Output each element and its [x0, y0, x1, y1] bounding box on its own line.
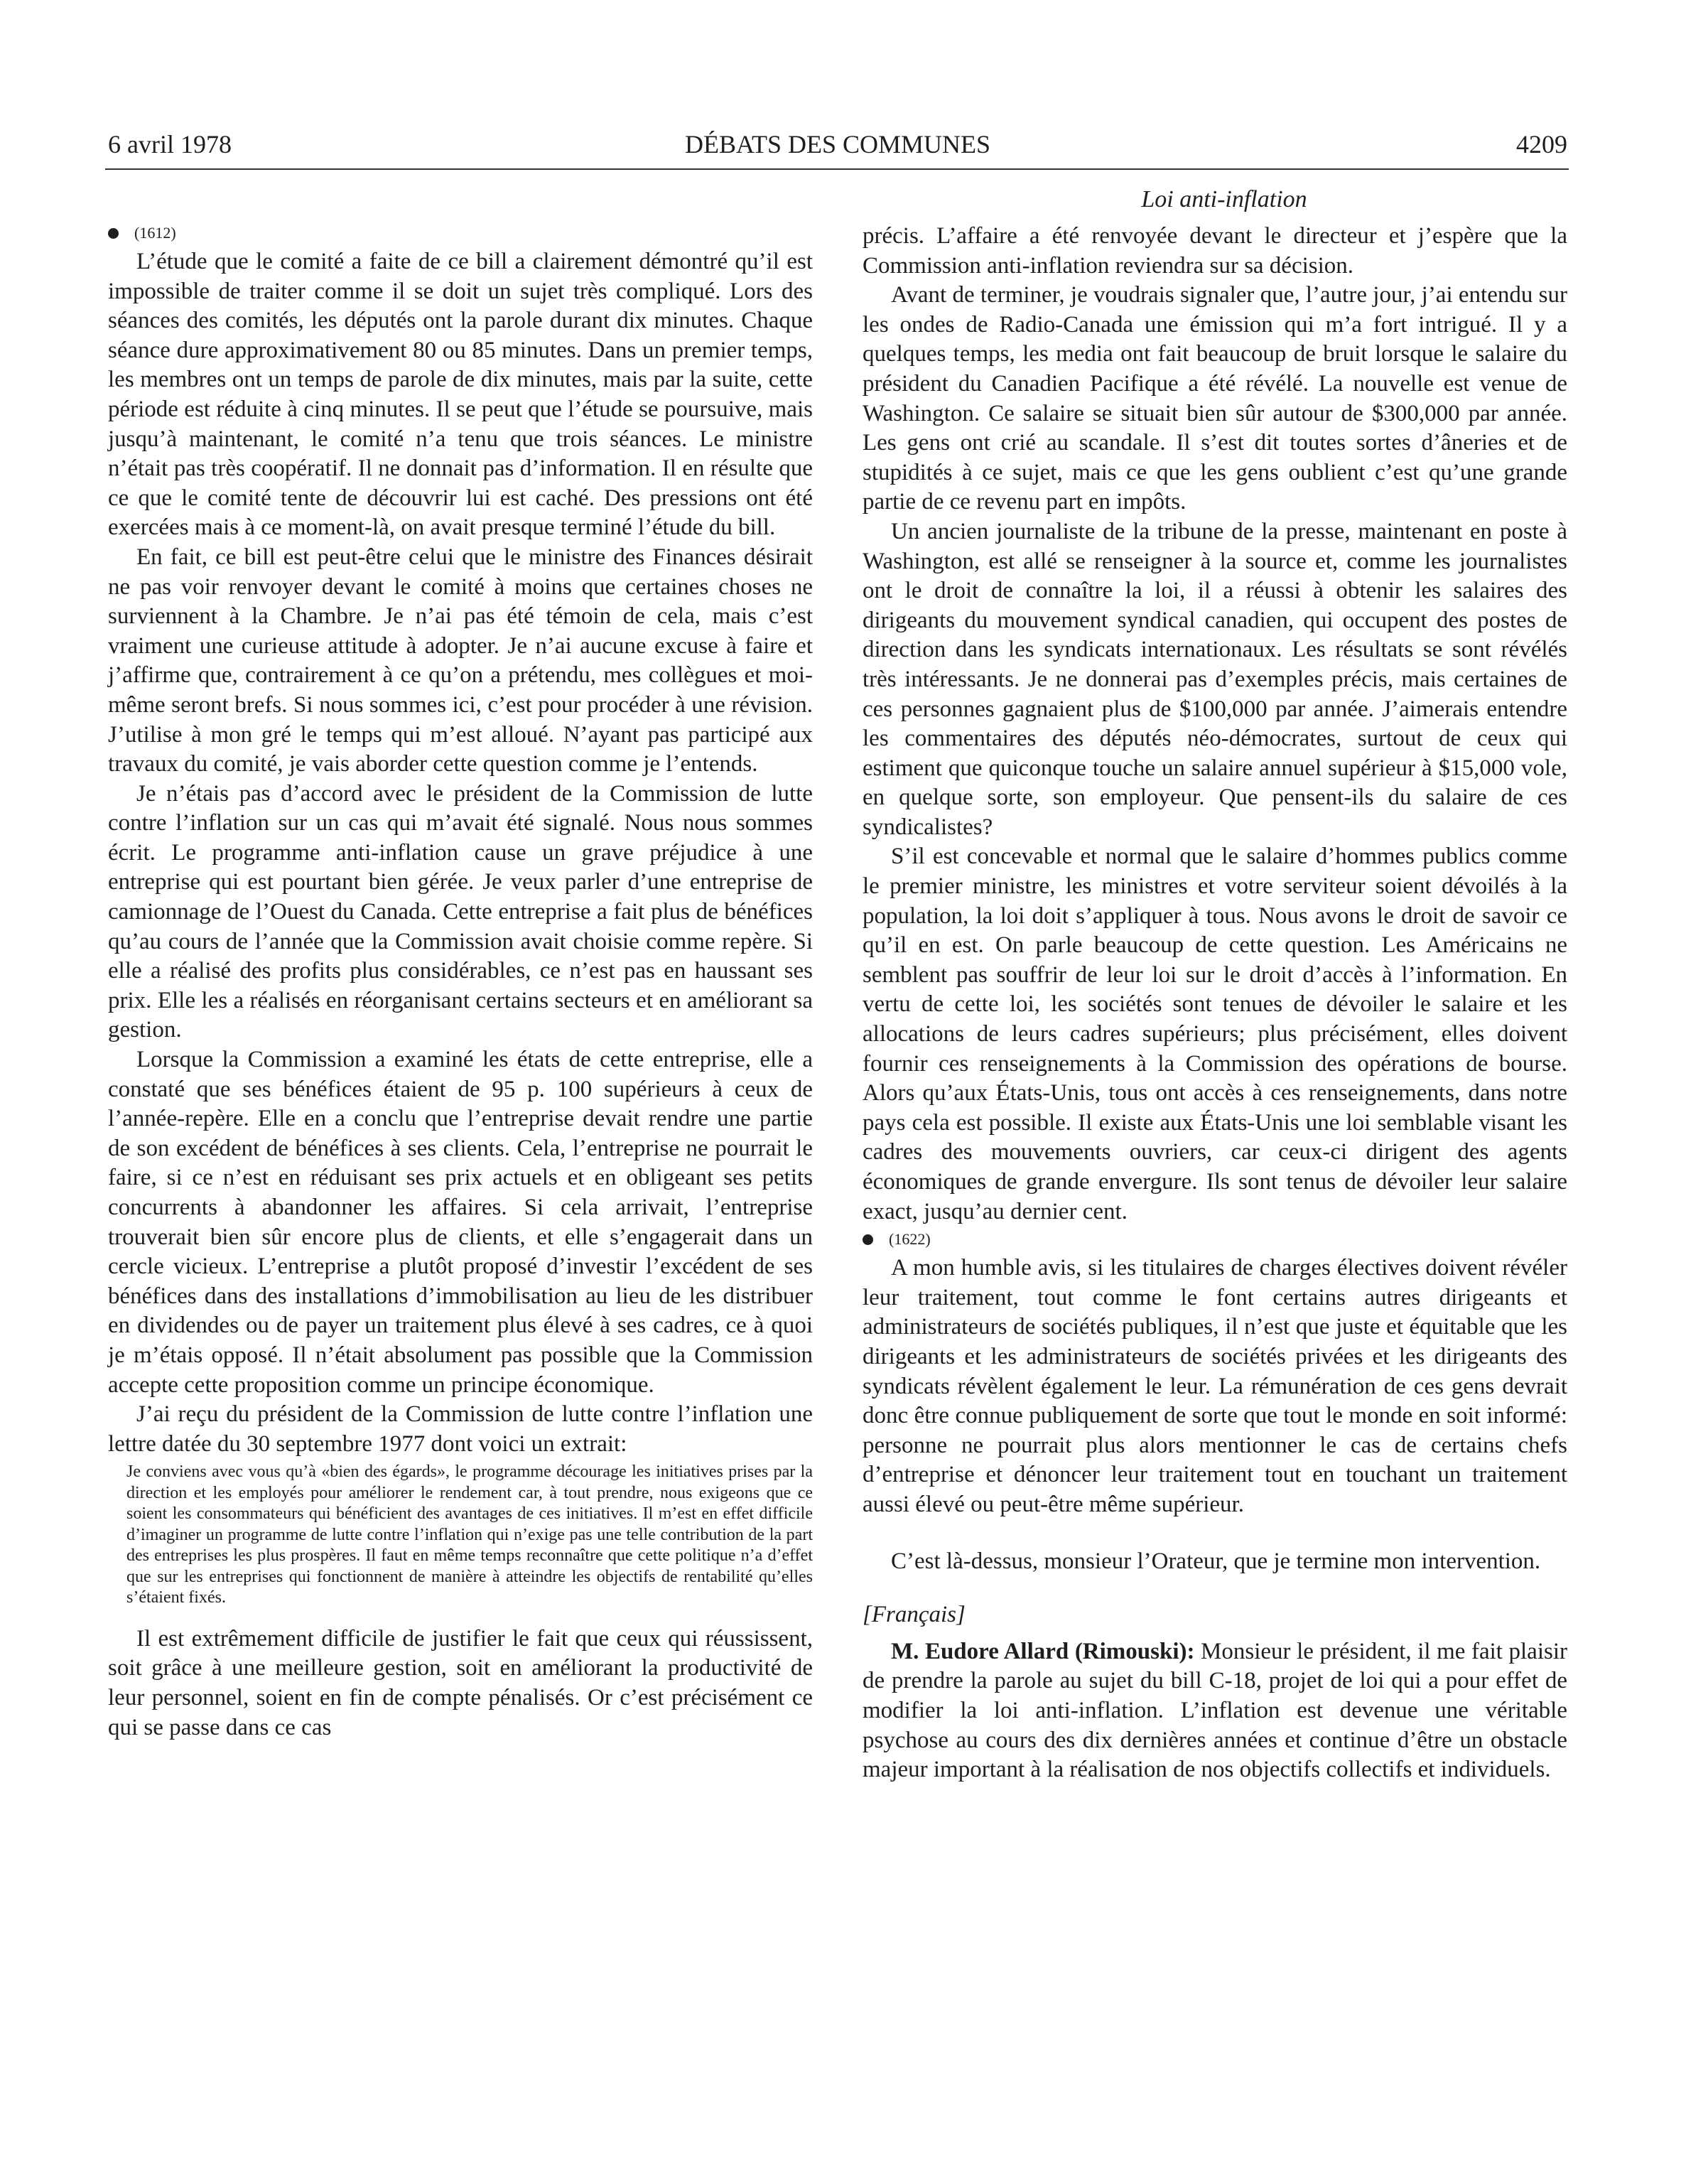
speaker-name: M. Eudore Allard (Rimouski):: [891, 1638, 1195, 1664]
page-header: [108, 129, 1567, 169]
header-date: 6 avril 1978: [108, 130, 232, 158]
time-marker: [108, 220, 813, 246]
paragraph: Un ancien journaliste de la tribune de la presse, maintenant en poste à Washington, est allé se renseigner à la source et, comme les journalistes ont le droit de connaître la loi, il a réussi à obtenir les salaires des dirigeants du mouvement syndical canadien, qui occupent des postes de direction dans les syndicats internationaux. Les résultats se sont révélés très intéressants. Je ne donnerai pas d’exemples précis, mais certaines de ces personnes gagnaient plus de $100,000 par année. J’aimerais entendre les commentaires des députés néo-démocrates, surtout de ceux qui estiment que quiconque touche un salaire annuel supérieur à $15,000 vole, en quelque sorte, son employeur. Que pensent-ils du salaire de ces syndicalistes?: [863, 518, 1567, 840]
paragraph: L’étude que le comité a faite de ce bill a clairement démontré qu’il est impossible de traiter comme il se doit un sujet très compliqué. Lors des séances des comités, les députés ont la parole durant dix minutes. Chaque séance dure approximativement 80 ou 85 minutes. Dans un premier temps, les membres ont un temps de parole de dix minutes, mais par la suite, cette période est réduite à cinq minutes. Il se peut que l’étude se poursuive, mais jusqu’à maintenant, le comité n’a tenu que trois séances. Le ministre n’était pas très coopératif. Il ne donnait pas d’information. Il en résulte que ce que le comité tente de découvrir lui est caché. Des pressions ont été exercées mais à ce moment-là, on avait presque terminé l’étude du bill.: [108, 249, 813, 541]
paragraph: J’ai reçu du président de la Commission de lutte contre l’inflation une lettre datée du 30 septembre 1977 dont voici un extrait:: [108, 1401, 813, 1457]
paragraph: Avant de terminer, je voudrais signaler que, l’autre jour, j’ai entendu sur les ondes de Radio-Canada une émission qui m’a fort intrigué. Il y a quelques temps, les media ont fait beaucoup de bruit lorsque le salaire du président du Canadien Pacifique a été révélé. La nouvelle est venue de Washington. Ce salaire se situait bien sûr autour de $300,000 par année. Les gens ont crié au scandale. Il s’est dit toutes sortes d’âneries et de stupidités à ce sujet, mais ce que les gens oublient c’est qu’une grande partie de ce revenu part en impôts.: [863, 282, 1567, 515]
left-column: [108, 220, 813, 1742]
bullet-icon: [863, 1234, 873, 1245]
paragraph: Je n’étais pas d’accord avec le président de la Commission de lutte contre l’inflation sur un cas qui m’avait été signalé. Nous nous sommes écrit. Le programme anti-inflation cause un grave préjudice à une entreprise qui est pourtant bien gérée. Je veux parler d’une entreprise de camionnage de l’Ouest du Canada. Cette entreprise a fait plus de bénéfices qu’au cours de l’année que la Commission avait choisie comme repère. Si elle a réalisé des profits plus considérables, ce n’est pas en haussant ses prix. Elle les a réalisés en réorganisant certains secteurs et en améliorant sa gestion.: [108, 780, 813, 1043]
speech-paragraph: [863, 1637, 1567, 1785]
time-marker: [863, 1227, 1567, 1252]
running-title: Loi anti-inflation: [1141, 186, 1307, 212]
time-marker-label: (1622): [889, 1230, 931, 1249]
paragraph: Il est extrêmement difficile de justifier le fait que ceux qui réussissent, soit grâce à une meilleure gestion, soit en améliorant la productivité de leur personnel, soient en fin de compte pénalisés. Or c’est précisément ce qui se passe dans ce cas: [108, 1625, 813, 1740]
paragraph: S’il est concevable et normal que le salaire d’hommes publics comme le premier ministre, les ministres et votre serviteur soient dévoilés à la population, la loi doit s’appliquer à tous. Nous avons le droit de savoir ce qu’il en est. On parle beaucoup de cette question. Les Américains ne semblent pas souffrir de leur loi sur le droit d’accès à l’information. En vertu de cette loi, les sociétés sont tenues de dévoiler le salaire et les allocations de leurs cadres supérieurs; plus précisément, elles doivent fournir ces renseignements à la Commission des opérations de bourse. Alors qu’aux États-Unis, tous ont accès à ces renseignements, dans notre pays cela est possible. Il existe aux États-Unis une loi semblable visant les cadres des mouvements ouvriers, car ceux-ci dirigent des agents économiques de grande envergure. Ils sont tenus de dévoiler leur salaire exact, jusqu’au dernier cent.: [863, 844, 1567, 1224]
header-rule: [105, 168, 1569, 170]
header-page-number: 4209: [1516, 130, 1567, 158]
paragraph: A mon humble avis, si les titulaires de charges électives doivent révéler leur traitement, tout comme le font certains autres dirigeants et administrateurs de sociétés publiques, il n’est que juste et équitable que les dirigeants et les administrateurs de sociétés privées et les dirigeants des syndicats révèlent également le leur. La rémunération de ces gens devrait donc être connue publiquement de sorte que tout le monde en soit informé: personne ne pourrait plus alors mentionner le cas de certains chefs d’entreprise et dénoncer leur traitement tout en touchant un traitement aussi élevé ou peut-être même supérieur.: [863, 1255, 1567, 1517]
paragraph: En fait, ce bill est peut-être celui que le ministre des Finances désirait ne pas voir renvoyer devant le comité à moins que certaines choses ne surviennent à la Chambre. Je n’ai pas été témoin de cela, mais c’est vraiment une curieuse attitude à adopter. Je n’ai aucune excuse à faire et j’affirme que, contrairement à ce qu’on a prétendu, mes collègues et moi-même seront brefs. Si nous sommes ici, c’est pour procéder à une révision. J’utilise à mon gré le temps qui m’est alloué. N’ayant pas participé aux travaux du comité, je vais aborder cette question comme je l’entends.: [108, 544, 813, 777]
block-quote: [108, 1462, 813, 1609]
bullet-icon: [108, 228, 119, 239]
quote-text: Je conviens avec vous qu’à «bien des égards», le programme décourage les initiatives prises par la direction et les employés pour améliorer le rendement car, à tout prendre, nous exigeons que ce soient les consommateurs qui bénéficient des avantages de ces initiatives. Il m’est en effet difficile d’imaginer un programme de lutte contre l’inflation qui n’exige pas une telle contribution de la part des entreprises les plus prospères. Il faut en même temps reconnaître que cette politique n’a d’effet que sur les entreprises qui fonctionnent de manière à atteindre les objectifs de rentabilité qu’elles s’étaient fixés.: [126, 1462, 813, 1607]
paragraph: Lorsque la Commission a examiné les états de cette entreprise, elle a constaté que ses bénéfices étaient de 95 p. 100 supérieurs à ceux de l’année-repère. Elle en a conclu que l’entreprise devait rendre une partie de son excédent de bénéfices à ses clients. Cela, l’entreprise ne pourrait le faire, si ce n’est en réduisant ses prix actuels et en obligeant ses petits concurrents à abandonner les affaires. Si cela arrivait, l’entreprise trouverait bien sûr encore plus de clients, et elle s’engagerait dans un cercle vicieux. L’entreprise a plutôt proposé d’investir l’excédent de ses bénéfices dans des installations d’immobilisation au lieu de les distribuer en dividendes ou de payer un traitement plus élevé à ses cadres, ce à quoi je m’étais opposé. Il n’était absolument pas possible que la Commission accepte cette proposition comme un principe économique.: [108, 1047, 813, 1398]
paragraph: précis. L’affaire a été renvoyée devant le directeur et j’espère que la Commission anti-inflation reviendra sur sa décision.: [863, 223, 1567, 279]
header-title: DÉBATS DES COMMUNES: [684, 130, 991, 158]
spacer: [863, 1520, 1567, 1547]
language-tag: [Français]: [863, 1602, 966, 1628]
speech-text: Monsieur le président, il me fait plaisir de prendre la parole au sujet du bill C-18, projet de loi qui a pour effet de modifier la loi anti-inflation. L’inflation est devenue une véritable psychose au cours des dix dernières années et continue d’être un obstacle majeur important à la réalisation de nos objectifs collectifs et individuels.: [863, 1638, 1567, 1783]
time-marker-label: (1612): [134, 224, 176, 242]
paragraph: C’est là-dessus, monsieur l’Orateur, que je termine mon intervention.: [891, 1548, 1541, 1574]
right-column: [863, 222, 1567, 1785]
